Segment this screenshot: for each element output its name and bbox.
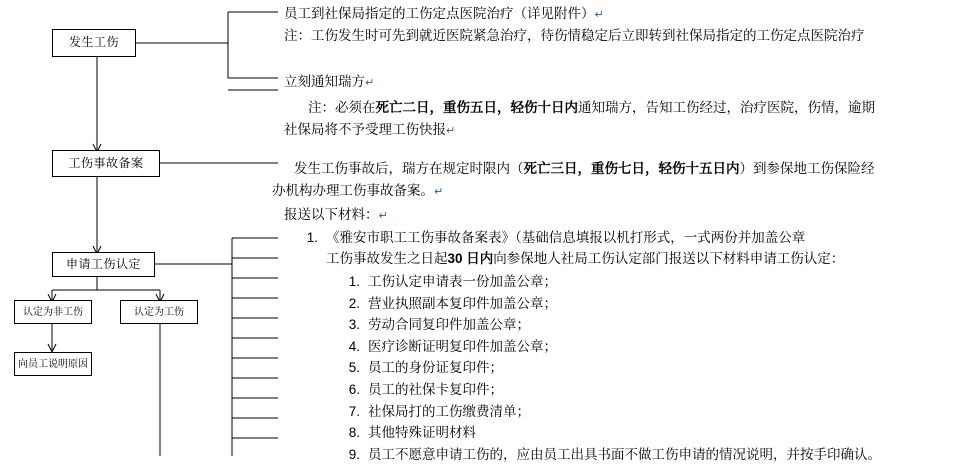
paragraph-hospital-treatment bbox=[284, 4, 974, 25]
list-item-text: 员工不愿意申请工伤的，应由员工出具书面不做工伤申请的情况说明，并按手印确认。 bbox=[368, 446, 881, 462]
list-item-number: 5. bbox=[348, 360, 360, 376]
paragraph-notify-deadline-line2 bbox=[284, 120, 980, 141]
list-item-text: 员工的社保卡复印件； bbox=[368, 381, 503, 397]
text-column bbox=[272, 0, 978, 462]
list-item bbox=[326, 444, 980, 465]
list-item-text: 员工的身份证复印件； bbox=[368, 360, 503, 376]
paragraph-line: 员工到社保局指定的工伤定点医院治疗（详见附件） bbox=[284, 6, 595, 21]
list-item bbox=[326, 401, 980, 423]
list-item-number: 7. bbox=[348, 403, 360, 419]
list-item-text: 《雅安市职工工伤事故备案表》（基础信息填报以机打形式，一式两份并加盖公章 bbox=[326, 230, 806, 245]
list-item-number: 2. bbox=[348, 295, 360, 311]
paragraph-line: 办机构办理工伤事故备案。 bbox=[272, 183, 434, 198]
paragraph-mark-icon: ↵ bbox=[594, 8, 604, 21]
list-item bbox=[326, 379, 980, 401]
paragraph-line: 注：工伤发生时可先到就近医院紧急治疗，待伤情稳定后立即转到社保局指定的工伤定点医院治疗 bbox=[284, 28, 865, 43]
paragraph-filing-deadline bbox=[294, 159, 980, 180]
list-item bbox=[326, 271, 980, 293]
materials-list bbox=[326, 271, 980, 465]
paragraph-notify-ruifang bbox=[284, 72, 974, 93]
paragraph-notify-deadline bbox=[308, 98, 980, 119]
flow-node-label: 认定为工伤 bbox=[134, 306, 184, 318]
filing-deadline-pre: 发生工伤事故后，瑞方在规定时限内（ bbox=[294, 161, 524, 176]
notify-deadline-pre: 注：必须在 bbox=[308, 100, 376, 115]
flow-node-label: 认定为非工伤 bbox=[23, 306, 83, 318]
list-item-number: 4. bbox=[348, 338, 360, 354]
flow-node-explain-to-employee[interactable] bbox=[14, 352, 92, 376]
flow-node-accident-filing[interactable] bbox=[52, 150, 160, 177]
list-item bbox=[326, 336, 980, 358]
paragraph-line: 立刻通知瑞方 bbox=[284, 74, 365, 89]
paragraph-hospital-note bbox=[284, 26, 980, 47]
filing-deadline-bold: 死亡三日，重伤七日，轻伤十五日内 bbox=[523, 161, 740, 176]
list-item bbox=[326, 293, 980, 315]
list-item-number: 9. bbox=[348, 446, 360, 462]
flow-node-accident-occurs[interactable] bbox=[52, 29, 136, 57]
flow-node-label: 申请工伤认定 bbox=[65, 256, 141, 271]
recognition-deadline-pre: 工伤事故发生之日起 bbox=[326, 251, 448, 266]
flow-node-label: 发生工伤 bbox=[68, 35, 119, 50]
flow-node-is-work-injury[interactable] bbox=[120, 300, 198, 324]
paragraph-filing-deadline-line2 bbox=[272, 181, 972, 202]
filing-form-item bbox=[284, 227, 980, 249]
paragraph-line: 社保局将不予受理工伤快报 bbox=[284, 122, 446, 137]
list-item-number: 6. bbox=[348, 381, 360, 397]
flow-node-label: 工伤事故备案 bbox=[68, 155, 144, 170]
flow-node-not-work-injury[interactable] bbox=[14, 300, 92, 324]
filing-deadline-post: ）到参保地工伤保险经 bbox=[739, 161, 875, 176]
flow-node-apply-recognition[interactable] bbox=[52, 252, 155, 277]
paragraph-mark-icon: ↵ bbox=[378, 209, 388, 222]
list-item-number: 3. bbox=[348, 317, 360, 333]
recognition-deadline-post: 向参保地人社局工伤认定部门报送以下材料申请工伤认定： bbox=[493, 251, 845, 266]
paragraph-mark-icon: ↵ bbox=[446, 124, 456, 137]
paragraph-mark-icon: ↵ bbox=[365, 76, 375, 89]
list-item-text: 社保局打的工伤缴费清单； bbox=[368, 403, 530, 419]
list-item bbox=[326, 422, 980, 444]
paragraph-submit-materials-header bbox=[284, 205, 974, 226]
list-item bbox=[284, 227, 980, 249]
notify-deadline-post: 通知瑞方，告知工伤经过，治疗医院，伤情，逾期 bbox=[578, 100, 875, 115]
recognition-deadline-bold: 30 日内 bbox=[447, 251, 494, 266]
list-item bbox=[326, 314, 980, 336]
list-item-number: 1. bbox=[306, 230, 318, 245]
list-item-number: 1. bbox=[348, 274, 360, 289]
flow-node-label: 向员工说明原因 bbox=[18, 358, 88, 370]
paragraph-recognition-deadline bbox=[326, 249, 980, 270]
list-item-text: 工伤认定申请表一份加盖公章； bbox=[368, 274, 557, 289]
list-item-text: 营业执照副本复印件加盖公章； bbox=[368, 295, 557, 311]
list-item-number: 8. bbox=[348, 425, 360, 441]
list-item-text: 医疗诊断证明复印件加盖公章； bbox=[368, 338, 557, 354]
list-item bbox=[326, 357, 980, 379]
list-item-text: 其他特殊证明材料 bbox=[368, 425, 476, 441]
notify-deadline-bold: 死亡二日，重伤五日，轻伤十日内 bbox=[375, 100, 578, 115]
paragraph-line: 报送以下材料： bbox=[284, 207, 379, 222]
paragraph-mark-icon: ↵ bbox=[434, 185, 444, 198]
list-item-text: 劳动合同复印件加盖公章； bbox=[368, 317, 530, 333]
